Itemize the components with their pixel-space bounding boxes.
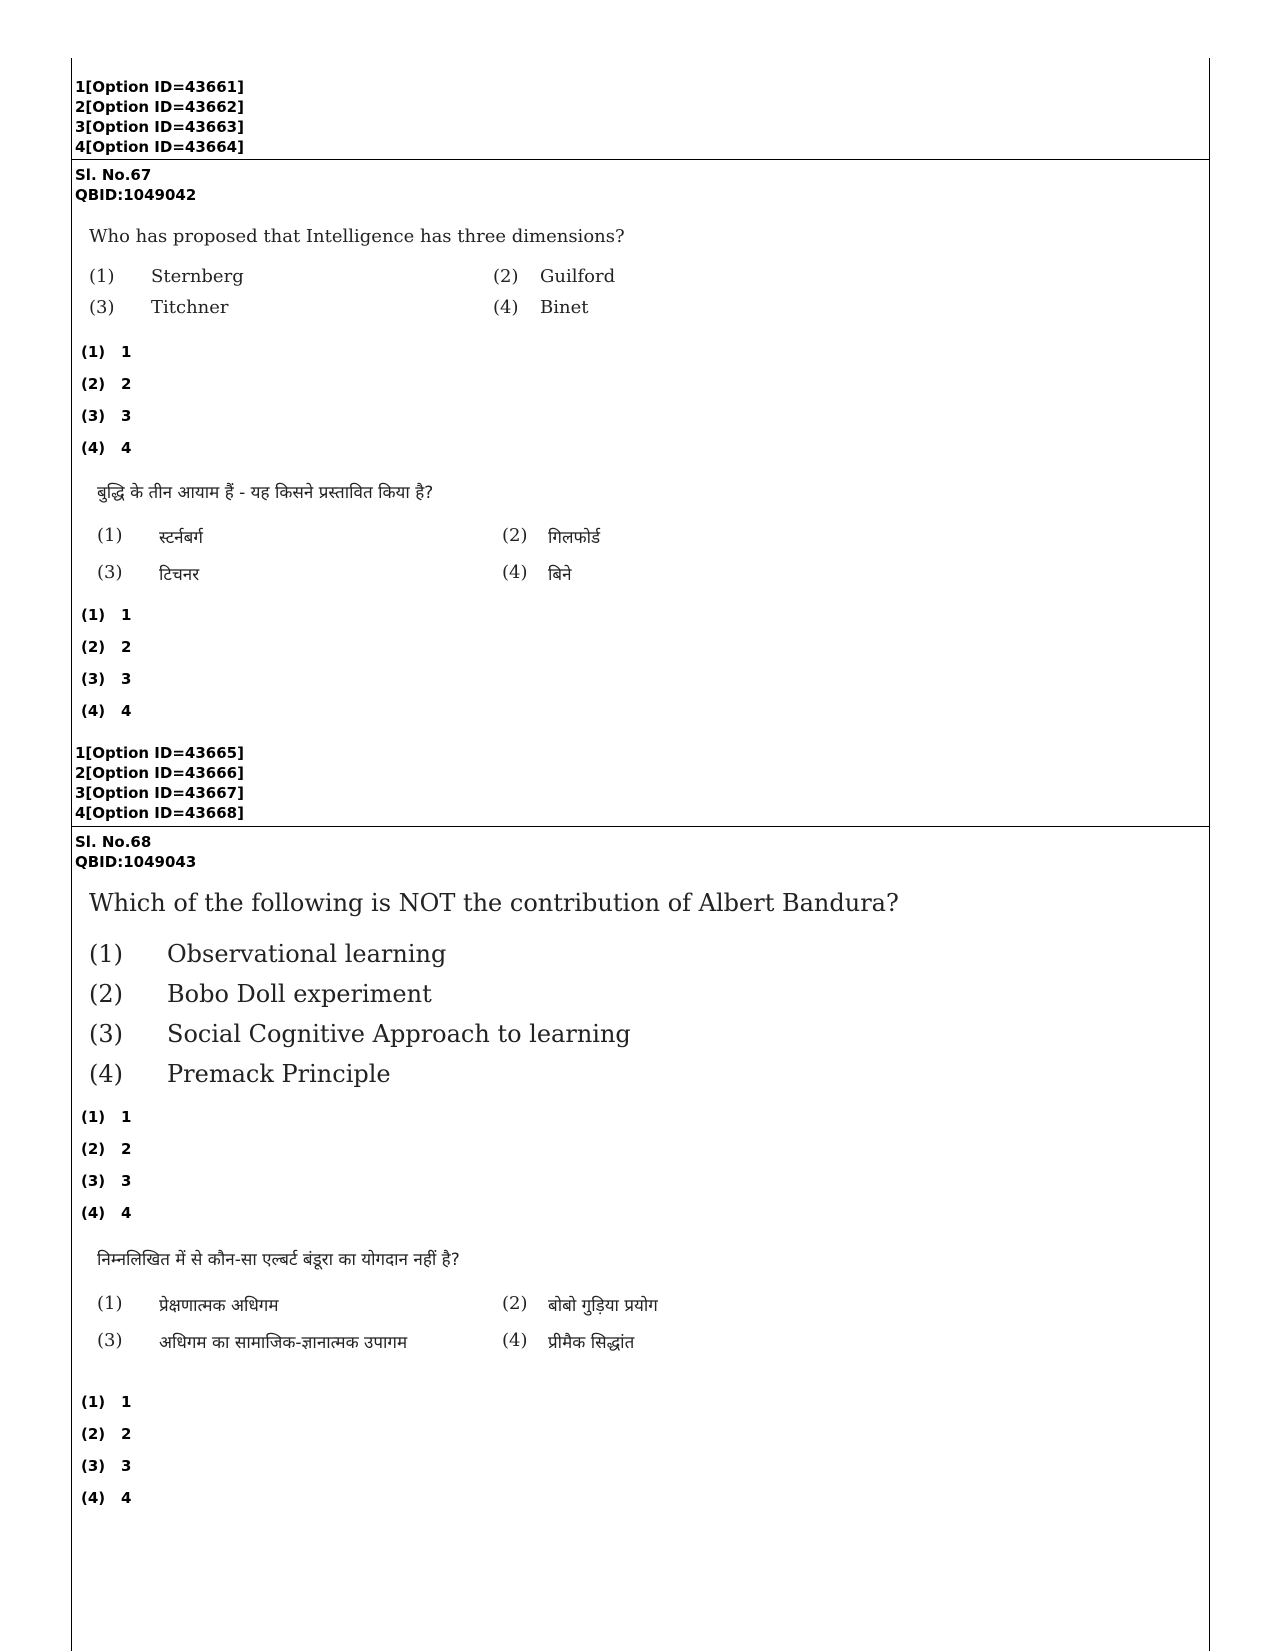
question-header-67 bbox=[75, 165, 196, 205]
answer-choice-list bbox=[81, 1392, 131, 1520]
option-number: (2) bbox=[502, 1293, 528, 1314]
option-id-list-67 bbox=[75, 743, 244, 823]
option-number: (4) bbox=[89, 1060, 123, 1088]
option-id-line: 3[Option ID=43667] bbox=[75, 784, 244, 802]
answer-choice[interactable]: (2) 2 bbox=[81, 375, 132, 393]
option-text: बिने bbox=[548, 565, 572, 585]
answer-choice[interactable]: (2) 2 bbox=[81, 638, 132, 656]
answer-choice[interactable]: (3) 3 bbox=[81, 670, 132, 688]
answer-choice[interactable]: (3) 3 bbox=[81, 407, 132, 425]
answer-choice-list bbox=[81, 1107, 131, 1235]
question-text-en: Who has proposed that Intelligence has three dimensions? bbox=[89, 226, 625, 247]
option-id-line: 4[Option ID=43664] bbox=[75, 138, 244, 156]
right-border bbox=[1209, 58, 1210, 1651]
option-text: प्रीमैक सिद्धांत bbox=[548, 1333, 635, 1353]
section-divider bbox=[71, 826, 1210, 827]
option-number: (2) bbox=[493, 266, 519, 287]
answer-choice[interactable]: (1) 1 bbox=[81, 1393, 132, 1411]
option-number: (4) bbox=[502, 562, 528, 583]
answer-choice[interactable]: (2) 2 bbox=[81, 1140, 132, 1158]
option-number: (3) bbox=[89, 297, 115, 318]
option-id-line: 3[Option ID=43663] bbox=[75, 118, 244, 136]
option-text: स्टर्नबर्ग bbox=[159, 528, 203, 548]
option-id-line: 1[Option ID=43661] bbox=[75, 78, 244, 96]
question-text-en: Which of the following is NOT the contribution of Albert Bandura? bbox=[89, 889, 899, 917]
option-number: (1) bbox=[89, 940, 123, 968]
option-number: (1) bbox=[89, 266, 115, 287]
question-text-hi: निम्नलिखित में से कौन-सा एल्बर्ट बंडूरा का योगदान नहीं है? bbox=[97, 1250, 460, 1270]
question-text-hi: बुद्धि के तीन आयाम हैं - यह किसने प्रस्तावित किया है? bbox=[97, 483, 434, 503]
serial-number: Sl. No.67 bbox=[75, 166, 152, 184]
option-number: (2) bbox=[89, 980, 123, 1008]
answer-choice[interactable]: (3) 3 bbox=[81, 1457, 132, 1475]
option-text: बोबो गुड़िया प्रयोग bbox=[548, 1296, 658, 1316]
option-number: (1) bbox=[97, 525, 123, 546]
section-divider bbox=[71, 159, 1210, 160]
option-number: (3) bbox=[97, 1330, 123, 1351]
answer-choice[interactable]: (1) 1 bbox=[81, 1108, 132, 1126]
answer-choice[interactable]: (4) 4 bbox=[81, 439, 132, 457]
option-number: (4) bbox=[502, 1330, 528, 1351]
answer-choice[interactable]: (4) 4 bbox=[81, 1204, 132, 1222]
option-text: टिचनर bbox=[159, 565, 200, 585]
left-border bbox=[71, 58, 72, 1651]
answer-choice[interactable]: (1) 1 bbox=[81, 343, 132, 361]
answer-choice-list bbox=[81, 342, 131, 470]
option-text: Titchner bbox=[151, 297, 229, 318]
option-id-line: 2[Option ID=43666] bbox=[75, 764, 244, 782]
option-text: गिलफोर्ड bbox=[548, 528, 601, 548]
answer-choice[interactable]: (1) 1 bbox=[81, 606, 132, 624]
question-bank-id: QBID:1049043 bbox=[75, 853, 197, 871]
answer-choice[interactable]: (3) 3 bbox=[81, 1172, 132, 1190]
option-id-line: 4[Option ID=43668] bbox=[75, 804, 244, 822]
option-text: Social Cognitive Approach to learning bbox=[167, 1020, 631, 1048]
option-text: Bobo Doll experiment bbox=[167, 980, 432, 1008]
answer-choice[interactable]: (4) 4 bbox=[81, 702, 132, 720]
option-text: प्रेक्षणात्मक अधिगम bbox=[159, 1296, 279, 1316]
option-number: (2) bbox=[502, 525, 528, 546]
answer-choice[interactable]: (4) 4 bbox=[81, 1489, 132, 1507]
option-text: Observational learning bbox=[167, 940, 447, 968]
option-id-line: 1[Option ID=43665] bbox=[75, 744, 244, 762]
option-number: (3) bbox=[89, 1020, 123, 1048]
question-bank-id: QBID:1049042 bbox=[75, 186, 197, 204]
option-number: (3) bbox=[97, 562, 123, 583]
option-id-list-prev bbox=[75, 77, 244, 157]
answer-choice[interactable]: (2) 2 bbox=[81, 1425, 132, 1443]
option-text: Guilford bbox=[540, 266, 616, 287]
answer-choice-list bbox=[81, 605, 131, 733]
option-id-line: 2[Option ID=43662] bbox=[75, 98, 244, 116]
option-number: (4) bbox=[493, 297, 519, 318]
question-header-68 bbox=[75, 832, 196, 872]
option-number: (1) bbox=[97, 1293, 123, 1314]
option-text: Binet bbox=[540, 297, 589, 318]
option-text: Premack Principle bbox=[167, 1060, 391, 1088]
serial-number: Sl. No.68 bbox=[75, 833, 152, 851]
option-text: अधिगम का सामाजिक-ज्ञानात्मक उपागम bbox=[159, 1333, 408, 1353]
option-text: Sternberg bbox=[151, 266, 244, 287]
